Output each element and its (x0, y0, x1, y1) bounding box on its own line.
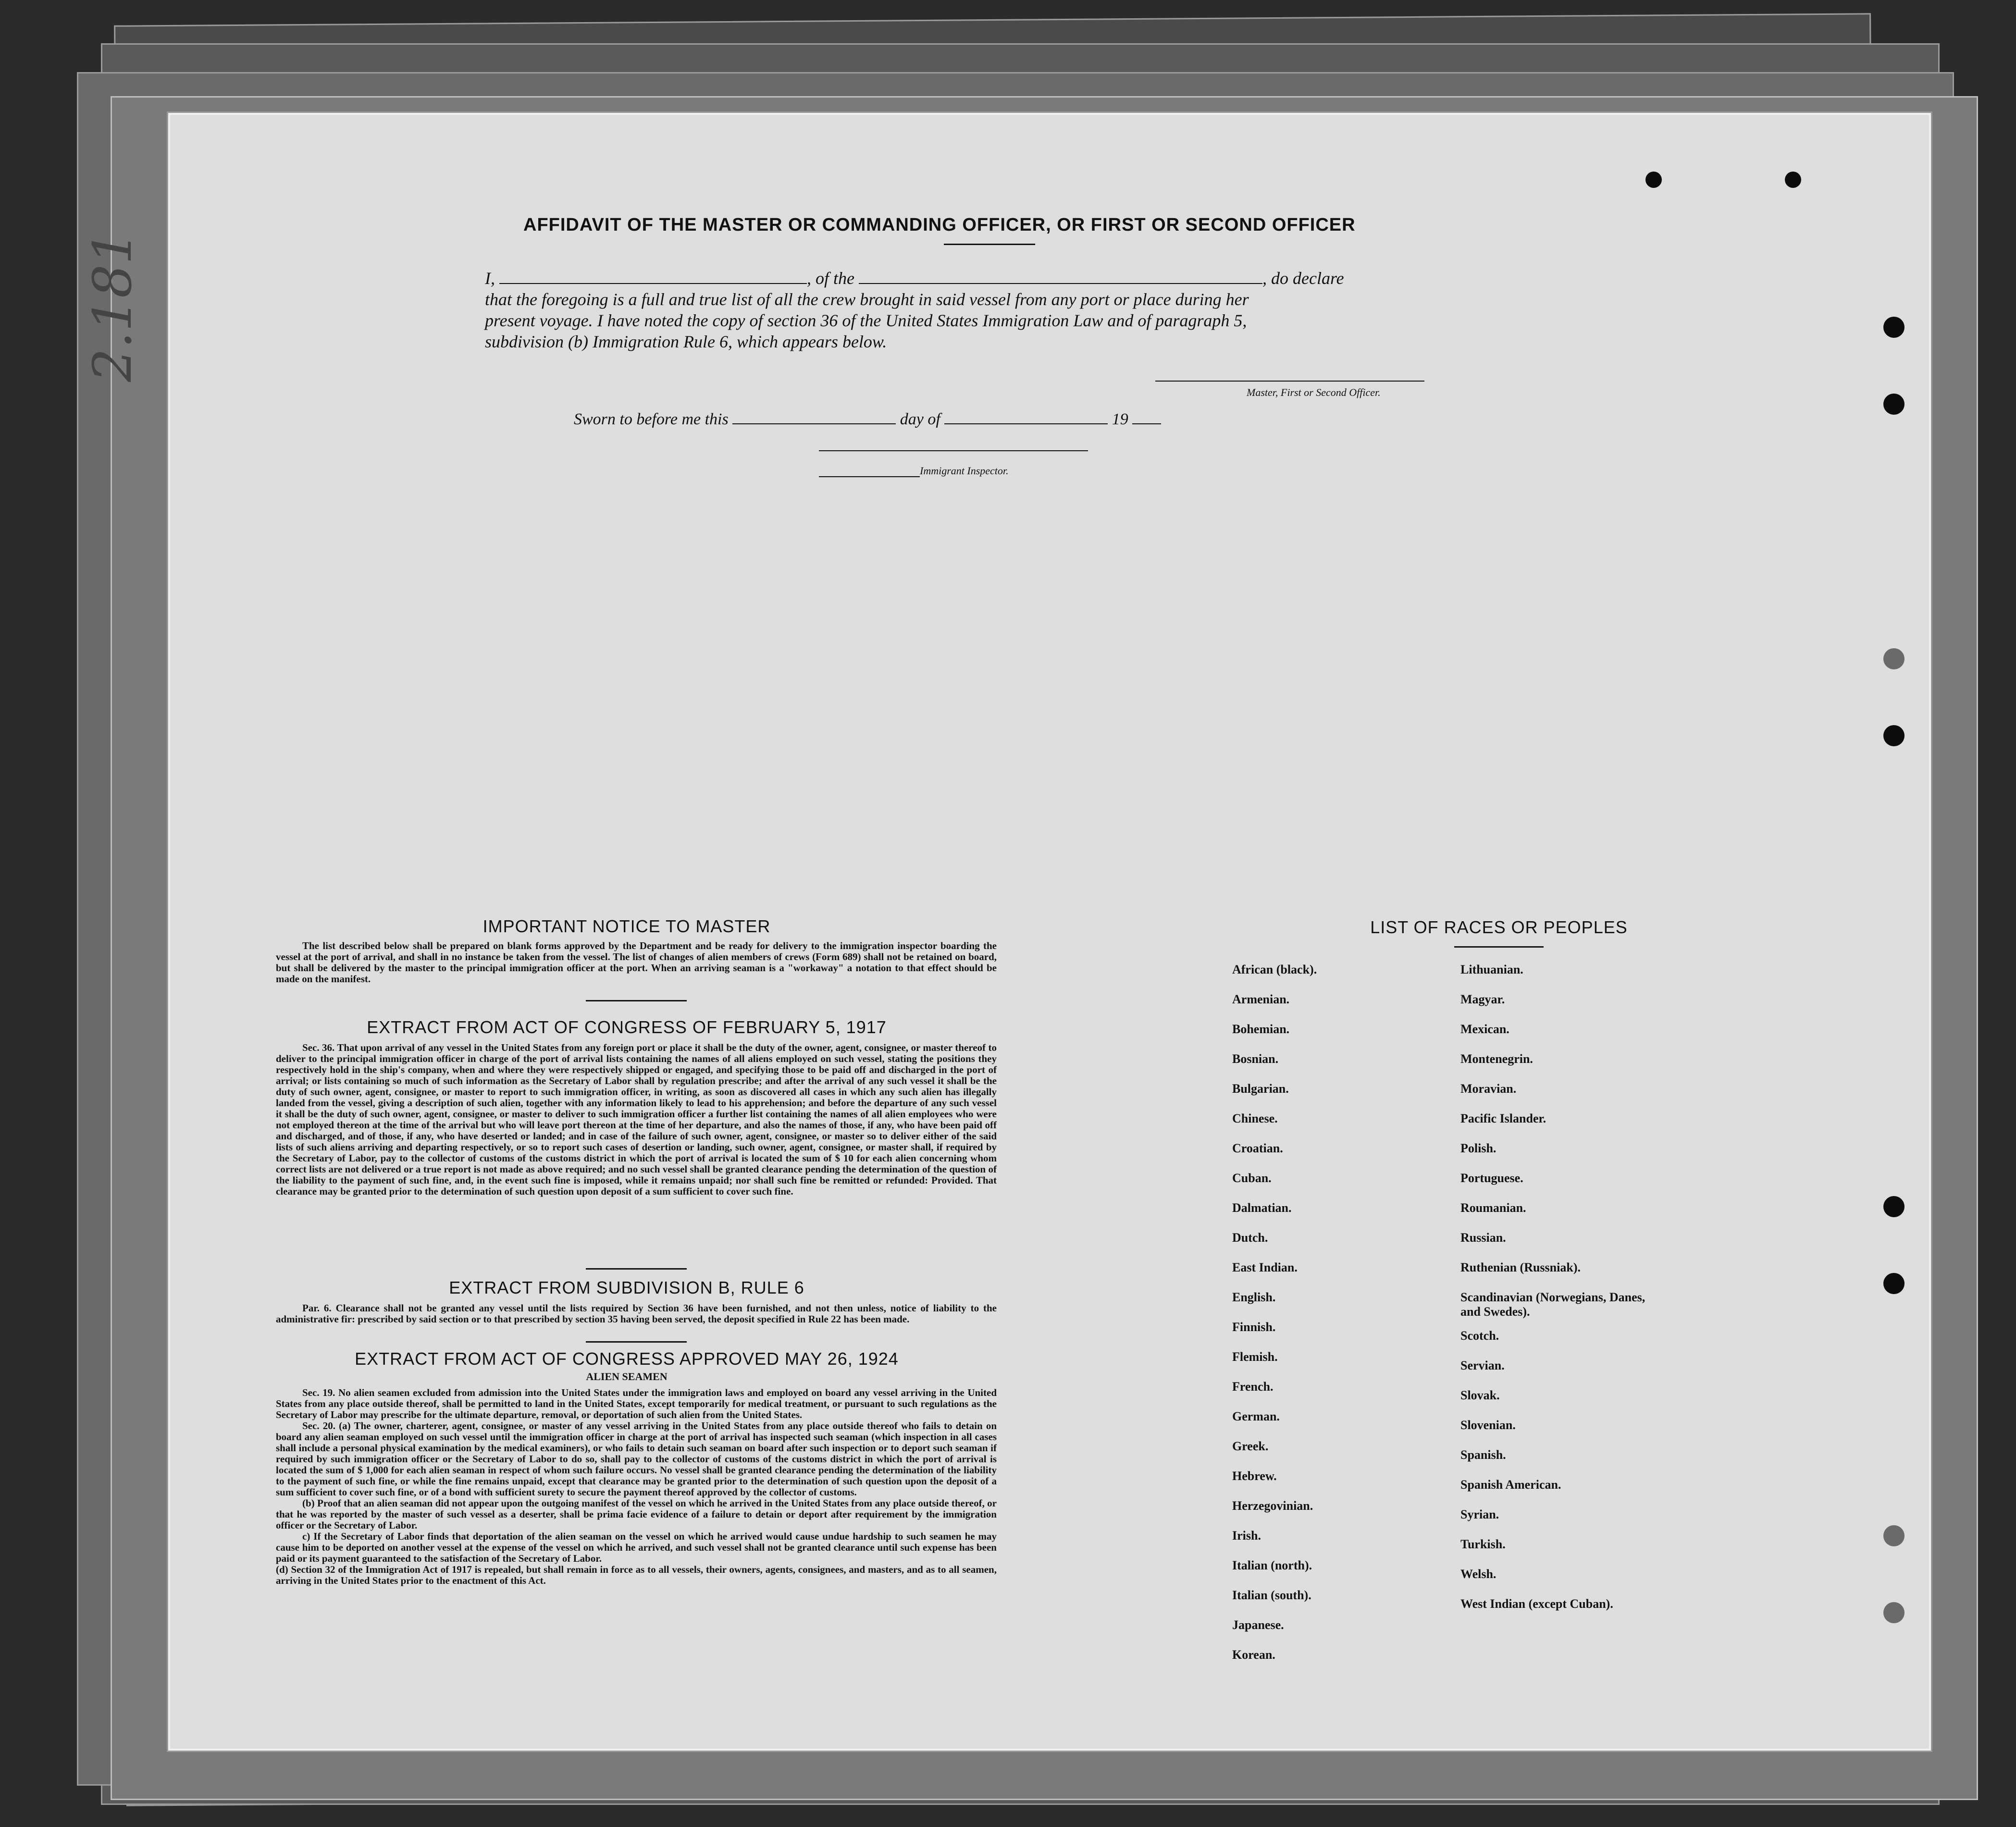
notice-section (276, 940, 997, 985)
race-item: Flemish. (1232, 1350, 1278, 1364)
race-item: Chinese. (1232, 1111, 1278, 1125)
race-item: East Indian. (1232, 1260, 1298, 1274)
race-item: Croatian. (1232, 1141, 1283, 1155)
punch-hole (1883, 1273, 1905, 1294)
declaration-line-4: subdivision (b) Immigration Rule 6, which appears below. (485, 332, 887, 351)
affidavit-title-rule (944, 244, 1035, 245)
race-item: Moravian. (1460, 1082, 1517, 1096)
punch-hole (1883, 1602, 1905, 1623)
declaration-line-1: I, , of the , do declare (485, 269, 1344, 288)
extract-1924-sec20a: Sec. 20. (a) The owner, charterer, agent, consignee, or master of any vessel arriving in the United States from any place outside thereof who fails to detain on board any alien seaman employed on such vessel until the immigration officer in charge at the port of arrival has inspected such seaman (which inspection in all cases shall include a personal physical examination by the medical examiners), or who fails to detain such seaman on board after such inspection or to deport such seaman if required by such immigration officer or the Secretary of Labor to do so, shall pay to the collector of customs of the customs district in which the port of arrival is located the sum of $ 1,000 for each alien seaman in respect of whom such failure occurs. No vessel shall be granted clearance pending the determination of the liability to the payment of such fine, or while the fine remains unpaid, except that clearance may be granted prior to the determination of such question upon the deposit of a sum sufficient to cover such fine, or of a bond with sufficient surety to secure the payment thereof approved by the collector of customs. (276, 1420, 997, 1498)
rule6-section (276, 1303, 997, 1325)
race-item: Scandinavian (Norwegians, Danes, and Swedes). (1460, 1290, 1645, 1319)
signature-line (1155, 381, 1424, 382)
race-item: Mexican. (1460, 1022, 1509, 1036)
race-item: Pacific Islander. (1460, 1111, 1546, 1125)
rule6-title: EXTRACT FROM SUBDIVISION B, RULE 6 (449, 1278, 804, 1297)
affidavit-declaration (485, 268, 1427, 352)
name-blank (499, 269, 807, 284)
rule6-text: Par. 6. Clearance shall not be granted any vessel until the lists required by Section 36 have been furnished, and not then unless, notice of liability to the administrative fir: prescribed by said section or to that prescribed by section 35 having been served, the deposit specified in Rule 22 has been made. (276, 1302, 997, 1325)
punch-hole (1883, 648, 1905, 669)
race-item: Slovenian. (1460, 1418, 1516, 1432)
extract-1917-rule (586, 1268, 687, 1270)
race-item: Syrian. (1460, 1507, 1499, 1521)
declaration-line-3: present voyage. I have noted the copy of section 36 of the United States Immigration Law and of paragraph 5, (485, 311, 1247, 330)
race-item: Italian (north). (1232, 1558, 1312, 1572)
races-title: LIST OF RACES OR PEOPLES (1370, 917, 1628, 937)
signature-caption: Master, First or Second Officer. (1247, 386, 1381, 398)
race-item: Spanish American. (1460, 1478, 1561, 1492)
race-item: Korean. (1232, 1648, 1275, 1662)
extract-1924-sec20c: c) If the Secretary of Labor finds that deportation of the alien seaman on the vessel on which he arrived would cause undue hardship to such seamen he may cause him to be deported on another vessel at the expense of the vessel on which he arrived, and such vessel shall not be granted clearance until such expense has been paid or its payment guaranteed to the satisfaction of the Secretary of Labor. (276, 1531, 997, 1564)
race-item: Bosnian. (1232, 1052, 1279, 1066)
punch-hole (1883, 1525, 1905, 1546)
race-item: Armenian. (1232, 992, 1290, 1006)
race-item: Cuban. (1232, 1171, 1272, 1185)
inspector-caption: Immigrant Inspector. (920, 465, 1009, 477)
race-item: German. (1232, 1409, 1280, 1423)
extract-1924-title: EXTRACT FROM ACT OF CONGRESS APPROVED MAY 26, 1924 (355, 1349, 899, 1369)
races-column-2 (1460, 963, 1662, 1627)
punch-hole (1883, 317, 1905, 338)
race-item: Hebrew. (1232, 1469, 1277, 1483)
extract-1924-sec19: Sec. 19. No alien seamen excluded from admission into the United States under the immigration laws and employed on board any vessel arriving in the United States from any place outside thereof, shall be permitted to land in the United States, except temporarily for medical treatment, or pursuant to such regulations as the Secretary of Labor may prescribe for the ultimate departure, removal, or deportation of such alien from the United States. (276, 1387, 997, 1420)
rule6-rule (586, 1341, 687, 1343)
affidavit-title: AFFIDAVIT OF THE MASTER OR COMMANDING OFFICER, OR FIRST OR SECOND OFFICER (523, 215, 1356, 235)
race-item: Portuguese. (1460, 1171, 1523, 1185)
inspector-signature-line (819, 450, 1088, 451)
extract-1924-sec20d: (d) Section 32 of the Immigration Act of 1917 is repealed, but shall remain in force as to all vessels, their owners, agents, consignees, and masters, and as to all seamen, arriving in the United States prior to the enactment of this Act. (276, 1564, 997, 1586)
declaration-line-2: that the foregoing is a full and true list of all the crew brought in said vessel from any port or place during her (485, 290, 1249, 309)
punch-hole (1785, 172, 1801, 188)
race-item: Montenegrin. (1460, 1052, 1533, 1066)
extract-1917-text: Sec. 36. That upon arrival of any vessel in the United States from any foreign port or place it shall be the duty of the owner, agent, consignee, or master thereof to deliver to the principal immigration officer in charge of the port of arrival lists containing the names of all aliens employed on such vessel, stating the positions they respectively hold in the ship's company, when and where they were respectively shipped or engaged, and specifying those to be paid off and discharged in the port of arrival; or lists containing so much of such information as the Secretary of Labor shall by regulation prescribe; and after the arrival of any such vessel it shall be the duty of such owner, agent, consignee, or master to report to such immigration officer, in writing, as soon as discovered all cases in which any such alien has illegally landed from the vessel, giving a description of such alien, together with any information likely to lead to his apprehension; and before the departure of any such vessel it shall be the duty of such owner, agent, consignee, or master to deliver to such immigration officer a further list containing the names of all alien employees who were not employed thereon at the time of the arrival but who will leave port thereon at the time of her departure, and also the names of those, if any, who have been paid off and discharged, and of those, if any, who have deserted or landed; and in case of the failure of such owner, agent, consignee, or master so to deliver either of the said lists of such aliens arriving and departing respectively, or so to report such cases of desertion or landing, such owner, agent, consignee, or master shall, if required by the Secretary of Labor, pay to the collector of customs of the customs district in which the port of arrival is located the sum of $ 10 for each alien concerning whom correct lists are not delivered or a true report is not made as above required; and no such vessel shall be granted clearance pending the determination of the question of the liability to the payment of such fine, and, in the event such fine is imposed, while it remains unpaid; nor shall such fine be remitted or refunded: Provided. That clearance may be granted prior to the determination of such question upon deposit of a sum sufficient to cover such fine. (276, 1042, 997, 1197)
notice-title: IMPORTANT NOTICE TO MASTER (482, 916, 771, 936)
manifest-sheet (168, 113, 1931, 1751)
year-blank (1132, 409, 1161, 424)
extract-1917-section (276, 1042, 997, 1197)
extract-1924-sec20b: (b) Proof that an alien seaman did not appear upon the outgoing manifest of the vessel on which he arrived in the United States from any place outside thereof, or that he was reported by the master of such vessel as a deserter, shall be prima facie evidence of a failure to detain or deport after requirement by the immigration officer or the Secretary of Labor. (276, 1497, 997, 1531)
race-item: French. (1232, 1380, 1274, 1394)
race-item: Italian (south). (1232, 1588, 1311, 1602)
race-item: Herzegovinian. (1232, 1499, 1313, 1513)
race-item: West Indian (except Cuban). (1460, 1597, 1613, 1611)
race-item: Polish. (1460, 1141, 1497, 1155)
race-item: Irish. (1232, 1529, 1261, 1543)
race-item: Japanese. (1232, 1618, 1284, 1632)
race-item: Dalmatian. (1232, 1201, 1292, 1215)
race-item: Spanish. (1460, 1448, 1506, 1462)
extract-1917-title: EXTRACT FROM ACT OF CONGRESS OF FEBRUARY 5, 1917 (367, 1017, 887, 1037)
race-item: Magyar. (1460, 992, 1505, 1006)
race-item: Russian. (1460, 1231, 1506, 1245)
races-title-rule (1454, 946, 1544, 948)
race-item: Finnish. (1232, 1320, 1276, 1334)
race-item: Dutch. (1232, 1231, 1268, 1245)
race-item: African (black). (1232, 963, 1317, 976)
punch-hole (1883, 394, 1905, 415)
race-item: Turkish. (1460, 1537, 1506, 1551)
notice-text: The list described below shall be prepared on blank forms approved by the Department and be ready for delivery to the immigration inspector boarding the vessel at the port of arrival, and shall in no instance be taken from the vessel. The list of changes of alien members of crews (Form 689) shall not be retained on board, but shall be delivered by the master to the principal immigration officer at the port. When an arriving seaman is a "workaway" a notation to that effect should be made on the manifest. (276, 940, 997, 985)
race-item: Welsh. (1460, 1567, 1497, 1581)
race-item: Bohemian. (1232, 1022, 1290, 1036)
race-item: Greek. (1232, 1439, 1269, 1453)
race-item: Bulgarian. (1232, 1082, 1289, 1096)
extract-1924-subtitle: ALIEN SEAMEN (586, 1370, 668, 1383)
race-item: Lithuanian. (1460, 963, 1523, 976)
race-item: Slovak. (1460, 1388, 1500, 1402)
race-item: Roumanian. (1460, 1201, 1526, 1215)
inspector-caption-lead (819, 476, 920, 477)
punch-hole (1883, 1196, 1905, 1217)
punch-hole (1883, 725, 1905, 746)
race-item: Ruthenian (Russniak). (1460, 1260, 1581, 1274)
extract-1924-section (276, 1387, 997, 1586)
sworn-line: Sworn to before me this day of 19 (574, 409, 1161, 429)
month-blank (944, 409, 1108, 424)
vessel-blank (859, 269, 1262, 284)
notice-rule (586, 1000, 687, 1001)
race-item: Scotch. (1460, 1329, 1499, 1343)
day-blank (732, 409, 896, 424)
races-column-1 (1232, 963, 1317, 1678)
punch-hole (1645, 172, 1662, 188)
race-item: Servian. (1460, 1358, 1505, 1372)
race-item: English. (1232, 1290, 1276, 1304)
